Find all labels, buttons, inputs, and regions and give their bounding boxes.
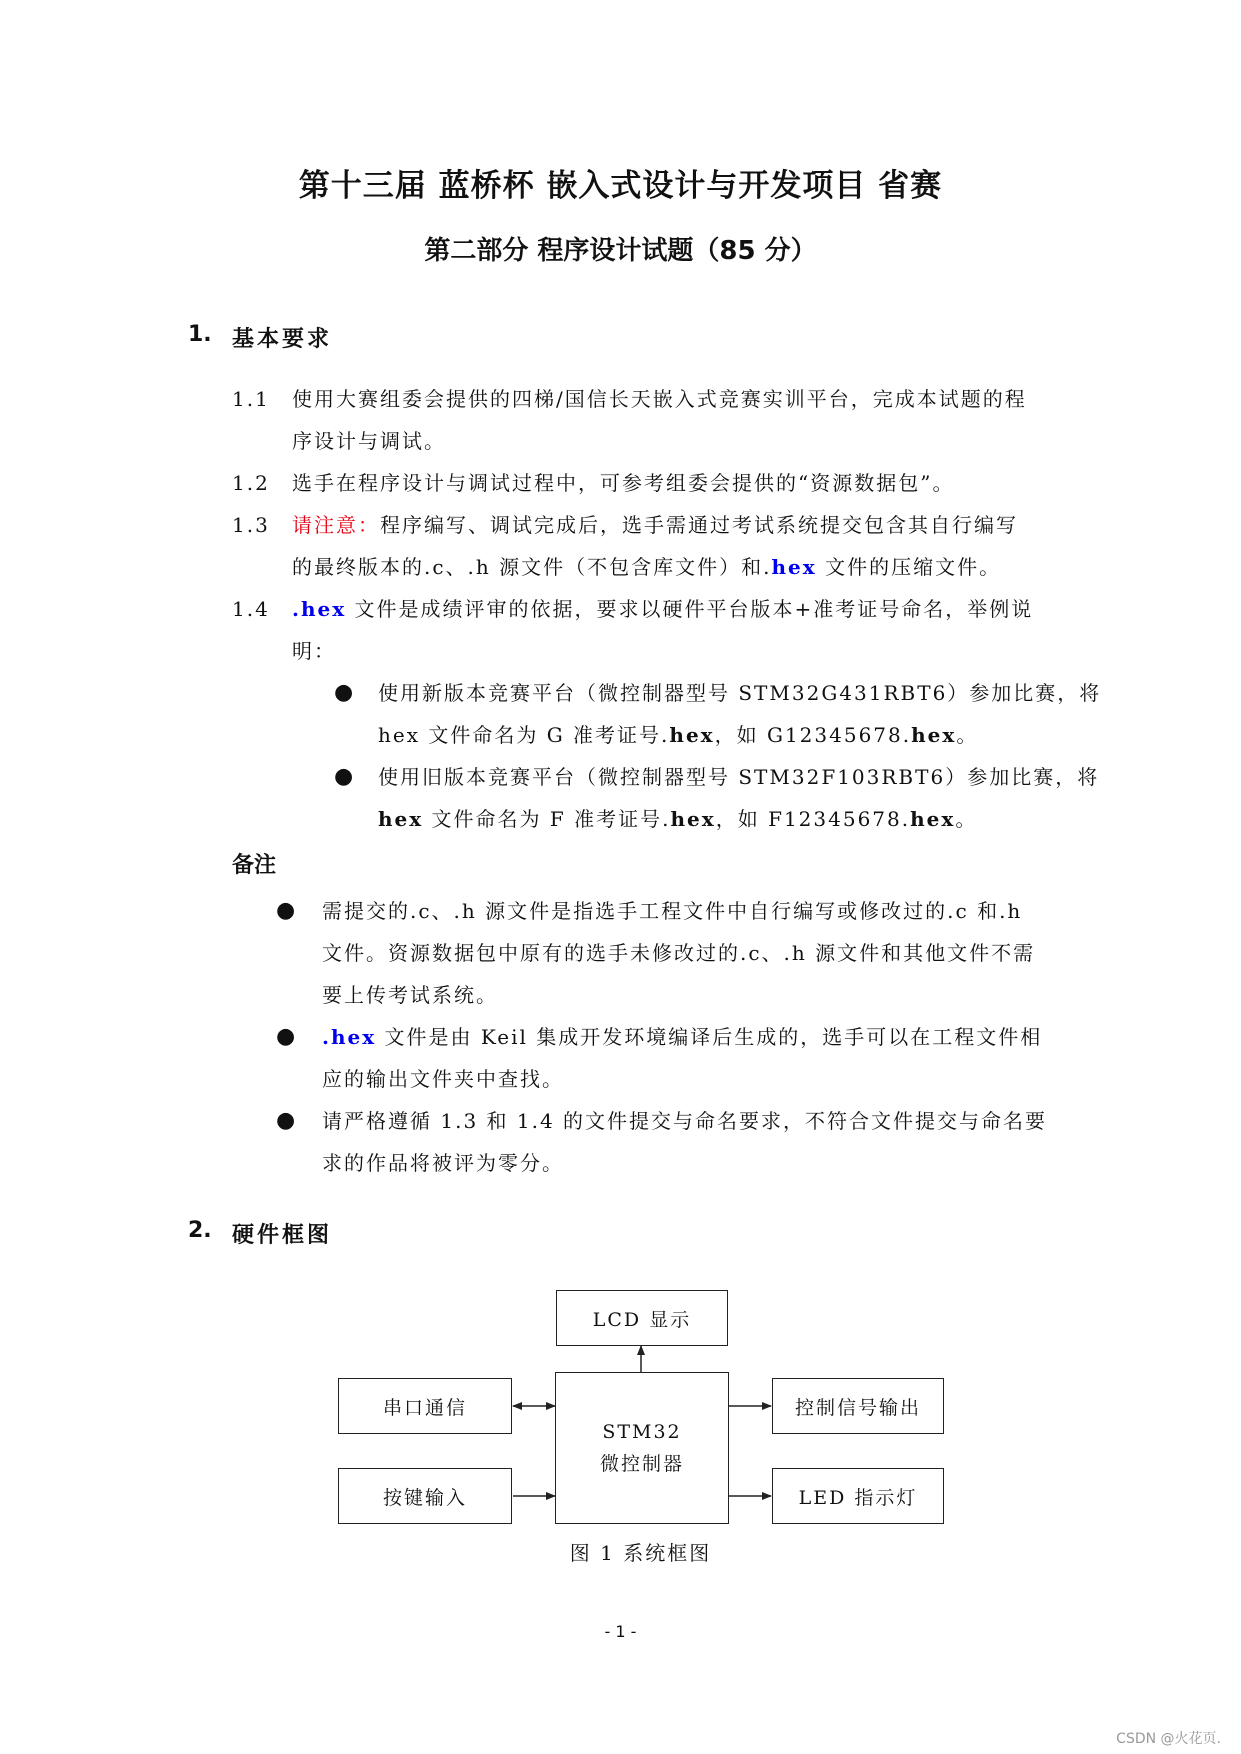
figure-caption: 图 1 系统框图 <box>569 1541 712 1565</box>
lcd-block: LCD 显示 <box>556 1290 728 1346</box>
text-span: ，如 F12345678. <box>715 807 911 831</box>
item-1-2-line1: 选手在程序设计与调试过程中，可参考组委会提供的“资源数据包”。 <box>292 471 955 495</box>
hex-keyword: hex <box>910 807 956 831</box>
note-1-line3: 要上传考试系统。 <box>322 983 498 1007</box>
text-span: hex 文件命名为 G 准考证号. <box>378 723 670 747</box>
text-span: 。 <box>956 723 979 747</box>
note-2-line2: 应的输出文件夹中查找。 <box>322 1067 564 1091</box>
note-3-line2: 求的作品将被评为零分。 <box>322 1151 564 1175</box>
note-1-line1: 需提交的.c、.h 源文件是指选手工程文件中自行编写或修改过的.c 和.h <box>322 899 1023 923</box>
hex-keyword: hex <box>670 807 716 831</box>
mcu-block <box>555 1372 729 1524</box>
item-1-3-line2-post: 文件的压缩文件。 <box>816 555 1002 579</box>
document-title: 第十三届 蓝桥杯 嵌入式设计与开发项目 省赛 <box>298 168 943 204</box>
bullet-icon: ● <box>276 898 298 923</box>
bullet-icon: ● <box>276 1108 298 1133</box>
notice-label: 请注意： <box>292 513 380 537</box>
notes-heading: 备注 <box>232 853 277 878</box>
item-1-4-line2: 明： <box>292 639 336 663</box>
item-1-1-number: 1.1 <box>232 387 270 411</box>
hex-keyword: .hex <box>292 597 347 621</box>
text-span: ，如 G12345678. <box>714 723 912 747</box>
hex-keyword: hex <box>911 723 957 747</box>
hex-keyword: .hex <box>322 1025 377 1049</box>
text-span: 。 <box>955 807 978 831</box>
mcu-label-line1: STM32 <box>602 1421 682 1443</box>
bullet-icon: ● <box>334 764 356 789</box>
text-span: 文件命名为 F 准考证号. <box>423 807 671 831</box>
hex-keyword: hex <box>378 807 424 831</box>
section2-heading: 硬件框图 <box>232 1223 333 1248</box>
item-1-3-line1-rest: 程序编写、调试完成后，选手需通过考试系统提交包含其自行编写 <box>380 513 1018 537</box>
page-number: - 1 - <box>604 1622 637 1641</box>
item-1-3-line2-pre: 的最终版本的.c、.h 源文件（不包含库文件）和. <box>292 555 772 579</box>
hex-keyword: hex <box>669 723 715 747</box>
section1-heading: 基本要求 <box>232 327 333 352</box>
key-input-block: 按键输入 <box>338 1468 512 1524</box>
item-1-1-line1: 使用大赛组委会提供的四梯/国信长天嵌入式竞赛实训平台，完成本试题的程 <box>292 387 1027 411</box>
watermark: CSDN @火花页. <box>1116 1731 1221 1747</box>
sub-bullet-1-line1: 使用新版本竞赛平台（微控制器型号 STM32G431RBT6）参加比赛，将 <box>378 681 1102 705</box>
note-3-line1: 请严格遵循 1.3 和 1.4 的文件提交与命名要求，不符合文件提交与命名要 <box>322 1109 1048 1133</box>
uart-block: 串口通信 <box>338 1378 512 1434</box>
document-subtitle: 第二部分 程序设计试题（85 分） <box>424 236 817 266</box>
bullet-icon: ● <box>334 680 356 705</box>
sub-bullet-2-line1: 使用旧版本竞赛平台（微控制器型号 STM32F103RBT6）参加比赛，将 <box>378 765 1100 789</box>
section1-number: 1. <box>188 322 212 347</box>
bullet-icon: ● <box>276 1024 298 1049</box>
hex-keyword: hex <box>771 555 817 579</box>
mcu-label-line2: 微控制器 <box>599 1453 684 1475</box>
item-1-3-number: 1.3 <box>232 513 270 537</box>
item-1-1-line2: 序设计与调试。 <box>292 429 446 453</box>
section2-number: 2. <box>188 1218 212 1243</box>
text-span: 文件是由 Keil 集成开发环境编译后生成的，选手可以在工程文件相 <box>376 1025 1043 1049</box>
led-block: LED 指示灯 <box>772 1468 944 1524</box>
item-1-4-line1-rest: 文件是成绩评审的依据，要求以硬件平台版本+准考证号命名，举例说 <box>346 597 1034 621</box>
note-1-line2: 文件。资源数据包中原有的选手未修改过的.c、.h 源文件和其他文件不需 <box>322 941 1036 965</box>
item-1-2-number: 1.2 <box>232 471 270 495</box>
control-output-block: 控制信号输出 <box>772 1378 944 1434</box>
item-1-4-number: 1.4 <box>232 597 270 621</box>
